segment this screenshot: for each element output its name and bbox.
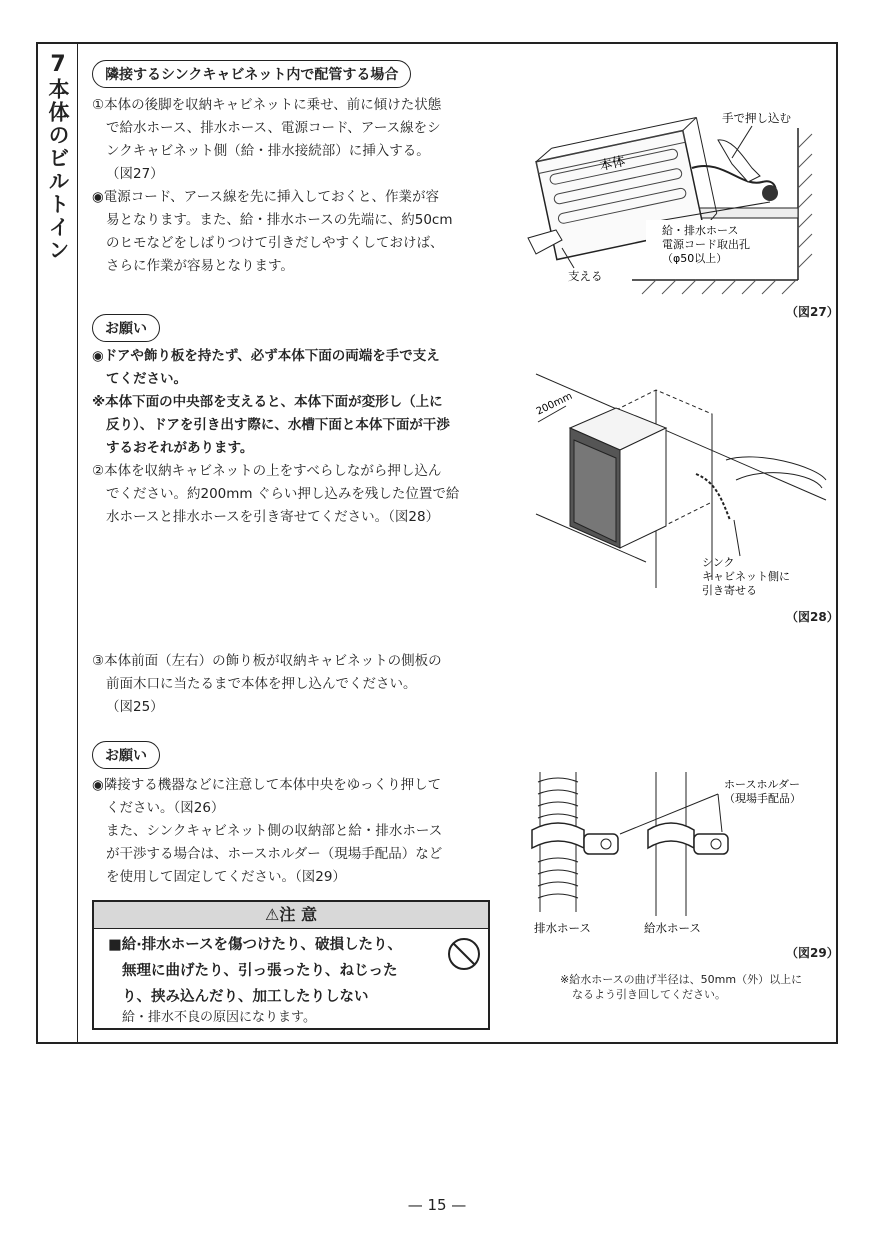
caution-line: り、挟み込んだり、加工したりしない (122, 989, 369, 1005)
step1-line: ①本体の後脚を収納キャビネットに乗せ、前に傾けた状態 (92, 97, 442, 113)
step1-note-line: ◉電源コード、アース線を先に挿入しておくと、作業が容 (92, 189, 439, 205)
step2-line: でください。約200mm ぐらい押し込みを残した位置で給 (106, 486, 460, 502)
section-sidebar (38, 44, 78, 1042)
onegai-1-line: ◉ドアや飾り板を持たず、必ず本体下面の両端を手で支え (92, 348, 440, 364)
fig27-push-label: 手で押し込む (722, 111, 791, 125)
caution-line: 無理に曲げたり、引っ張ったり、ねじった (122, 963, 398, 979)
step1-line: （図27） (106, 166, 164, 182)
caution-title: ⚠注 意 (94, 902, 488, 929)
fig28-pull-label: 引き寄せる (702, 584, 757, 597)
step2-line: 水ホースと排水ホースを引き寄せてください。（図28） (106, 509, 440, 525)
step1-note-line: さらに作業が容易となります。 (106, 258, 294, 274)
fig27-support-label: 支える (568, 269, 603, 283)
figure-28-caption: （図28） (786, 610, 839, 624)
caution-line: ■給·排水ホースを傷つけたり、破損したり、 (108, 937, 402, 953)
onegai-2-line: を使用して固定してください。（図29） (106, 869, 346, 885)
fig28-dim-label: 200mm (534, 390, 575, 418)
step1-note-line: 易となります。また、給・排水ホースの先端に、約50cm (106, 212, 453, 228)
step3-line: 前面木口に当たるまで本体を押し込んでください。 (106, 676, 417, 692)
onegai-1-heading: お願い (92, 314, 160, 342)
fig27-hole-label: 給・排水ホース (662, 224, 739, 237)
subsection-heading: 隣接するシンクキャビネット内で配管する場合 (92, 60, 411, 88)
caution-note: 給・排水不良の原因になります。 (122, 1010, 316, 1025)
onegai-2-line: ◉隣接する機器などに注意して本体中央をゆっくり押して (92, 777, 442, 793)
onegai-2-text (92, 774, 442, 889)
fig27-hole-label: （φ50以上） (662, 252, 728, 265)
fig29-note (560, 972, 802, 1002)
onegai-1-line: するおそれがあります。 (106, 440, 254, 456)
onegai-2-line: が干渉する場合は、ホースホルダー（現場手配品）など (106, 846, 443, 862)
figure-27-caption: （図27） (786, 305, 839, 319)
step1-line: で給水ホース、排水ホース、電源コード、アース線をシ (106, 120, 441, 136)
fig29-note-line: なるよう引き回してください。 (572, 988, 726, 1001)
caution-box (92, 900, 490, 1030)
onegai-1-text (92, 345, 459, 529)
fig27-body-label: 本体 (598, 154, 627, 175)
step1-line: ンクキャビネット側（給・排水接続部）に挿入する。 (106, 143, 430, 159)
page-number: — 15 — (407, 1196, 467, 1214)
onegai-1-line: ※本体下面の中央部を支えると、本体下面が変形し（上に (92, 394, 443, 410)
onegai-1-line: てください。 (106, 371, 187, 387)
fig29-holder-label: ホースホルダー (724, 778, 801, 791)
onegai-2-line: また、シンクキャビネット側の収納部と給・排水ホース (106, 823, 443, 839)
step3-line: ③本体前面（左右）の飾り板が収納キャビネットの側板の (92, 653, 442, 669)
section-title: 本体のビルトイン (46, 78, 70, 262)
onegai-1-line: 反り）、ドアを引き出す際に、水槽下面と本体下面が干渉 (106, 417, 450, 433)
fig29-supply-label: 給水ホース (644, 921, 701, 935)
step1-note-line: のヒモなどをしばりつけて引きだしやすくしておけば、 (106, 235, 444, 251)
figure-28-illustration (526, 370, 836, 610)
onegai-2-heading: お願い (92, 741, 160, 769)
prohibition-icon (446, 936, 482, 972)
figure-29-illustration (526, 768, 832, 940)
step3-line: （図25） (106, 699, 164, 715)
onegai-2-line: ください。（図26） (106, 800, 225, 816)
fig29-holder-label: （現場手配品） (724, 792, 801, 805)
step2-line: ②本体を収納キャビネットの上をすべらしながら押し込ん (92, 463, 442, 479)
fig29-note-line: ※給水ホースの曲げ半径は、50mm（外）以上に (560, 973, 803, 986)
fig27-hole-label: 電源コード取出孔 (662, 238, 750, 251)
section-number: 7 (50, 52, 66, 77)
caution-body (108, 932, 402, 1010)
fig28-pull-label: キャビネット側に (702, 570, 790, 583)
figure-29-caption: （図29） (786, 946, 839, 960)
fig28-pull-label: シンク (702, 556, 735, 569)
step3-text (92, 650, 442, 719)
step1-text (92, 94, 453, 278)
fig29-drain-label: 排水ホース (534, 921, 591, 935)
figure-27-illustration (522, 98, 832, 298)
